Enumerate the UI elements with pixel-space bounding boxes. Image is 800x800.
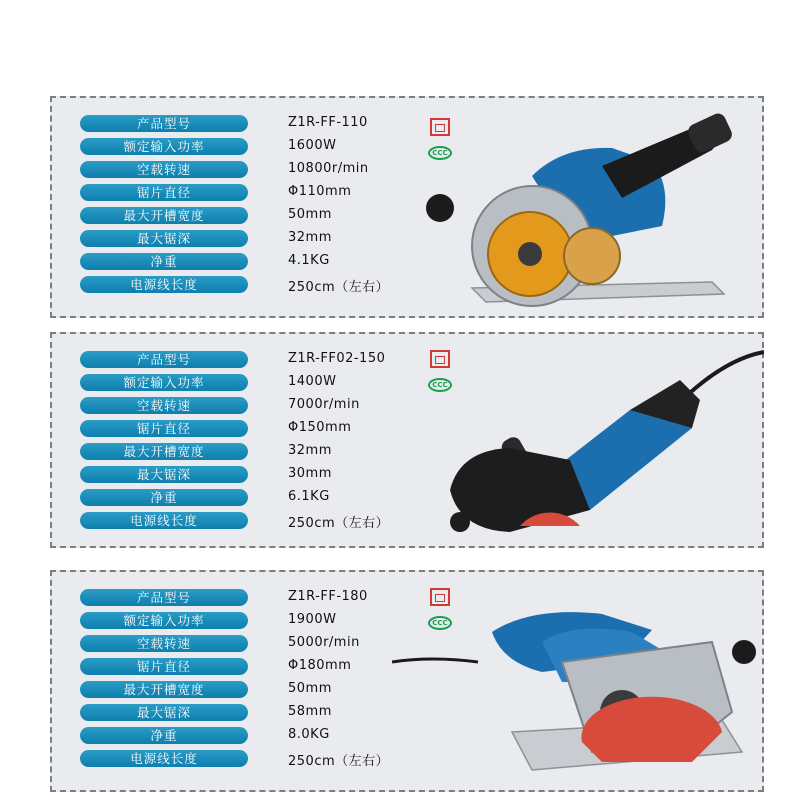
spec-row-blade [80, 417, 352, 440]
ccc-cert-icon: CCC [428, 146, 452, 160]
spec-label-model: 产品型号 [80, 351, 248, 368]
spec-row-speed [80, 394, 360, 417]
spec-label-speed: 空载转速 [80, 161, 248, 178]
spec-value-speed: 10800r/min [288, 161, 369, 176]
spec-row-cord [80, 747, 390, 770]
spec-value-model: Z1R-FF-110 [288, 115, 368, 130]
spec-row-model [80, 112, 368, 135]
spec-value-power: 1400W [288, 374, 337, 389]
spec-row-power [80, 135, 337, 158]
spec-table-2 [80, 348, 390, 532]
spec-row-groove [80, 678, 332, 701]
wall-chaser-150-icon [430, 340, 764, 544]
spec-value-weight: 8.0KG [288, 727, 330, 742]
spec-label-power: 额定输入功率 [80, 374, 248, 391]
spec-label-depth: 最大锯深 [80, 704, 248, 721]
spec-row-power [80, 371, 337, 394]
spec-label-depth: 最大锯深 [80, 230, 248, 247]
spec-value-blade: Φ110mm [288, 184, 352, 199]
product-spec-card-3 [50, 570, 764, 792]
spec-label-weight: 净重 [80, 727, 248, 744]
spec-value-power: 1900W [288, 612, 337, 627]
spec-label-speed: 空载转速 [80, 635, 248, 652]
spec-value-depth: 58mm [288, 704, 332, 719]
spec-label-cord: 电源线长度 [80, 276, 248, 293]
spec-row-speed [80, 632, 360, 655]
spec-label-blade: 锯片直径 [80, 184, 248, 201]
spec-row-depth [80, 701, 332, 724]
spec-value-depth: 32mm [288, 230, 332, 245]
spec-table-1 [80, 112, 390, 296]
spec-row-groove [80, 440, 332, 463]
spec-label-groove: 最大开槽宽度 [80, 207, 248, 224]
spec-value-speed: 5000r/min [288, 635, 360, 650]
spec-row-speed [80, 158, 369, 181]
spec-label-cord: 电源线长度 [80, 750, 248, 767]
spec-label-blade: 锯片直径 [80, 658, 248, 675]
spec-value-cord: 250cm（左右） [288, 280, 390, 295]
spec-table-3 [80, 586, 390, 770]
circular-saw-110-icon [412, 106, 732, 312]
spec-value-depth: 30mm [288, 466, 332, 481]
spec-row-weight [80, 250, 330, 273]
product-spec-card-1 [50, 96, 764, 318]
spec-label-blade: 锯片直径 [80, 420, 248, 437]
spec-row-blade [80, 181, 352, 204]
spec-value-power: 1600W [288, 138, 337, 153]
spec-label-cord: 电源线长度 [80, 512, 248, 529]
spec-label-model: 产品型号 [80, 115, 248, 132]
spec-label-groove: 最大开槽宽度 [80, 443, 248, 460]
spec-row-weight [80, 724, 330, 747]
spec-value-weight: 6.1KG [288, 489, 330, 504]
spec-value-groove: 50mm [288, 207, 332, 222]
spec-value-cord: 250cm（左右） [288, 516, 390, 531]
spec-label-weight: 净重 [80, 489, 248, 506]
spec-label-power: 额定输入功率 [80, 138, 248, 155]
spec-value-speed: 7000r/min [288, 397, 360, 412]
spec-value-groove: 50mm [288, 681, 332, 696]
spec-label-depth: 最大锯深 [80, 466, 248, 483]
spec-row-groove [80, 204, 332, 227]
spec-label-groove: 最大开槽宽度 [80, 681, 248, 698]
spec-label-speed: 空载转速 [80, 397, 248, 414]
product-spec-card-2 [50, 332, 764, 548]
circular-saw-180-icon [392, 602, 764, 792]
spec-label-weight: 净重 [80, 253, 248, 270]
spec-row-depth [80, 227, 332, 250]
spec-value-cord: 250cm（左右） [288, 754, 390, 769]
spec-value-blade: Φ180mm [288, 658, 352, 673]
spec-value-model: Z1R-FF-180 [288, 589, 368, 604]
spec-label-power: 额定输入功率 [80, 612, 248, 629]
spec-row-cord [80, 509, 390, 532]
spec-row-cord [80, 273, 390, 296]
spec-row-weight [80, 486, 330, 509]
spec-row-model [80, 586, 368, 609]
spec-row-model [80, 348, 386, 371]
spec-value-groove: 32mm [288, 443, 332, 458]
spec-value-model: Z1R-FF02-150 [288, 351, 386, 366]
ccc-cert-icon: CCC [428, 378, 452, 392]
spec-value-blade: Φ150mm [288, 420, 352, 435]
spec-row-depth [80, 463, 332, 486]
ccc-cert-icon: CCC [428, 616, 452, 630]
spec-value-weight: 4.1KG [288, 253, 330, 268]
spec-label-model: 产品型号 [80, 589, 248, 606]
spec-row-blade [80, 655, 352, 678]
spec-row-power [80, 609, 337, 632]
